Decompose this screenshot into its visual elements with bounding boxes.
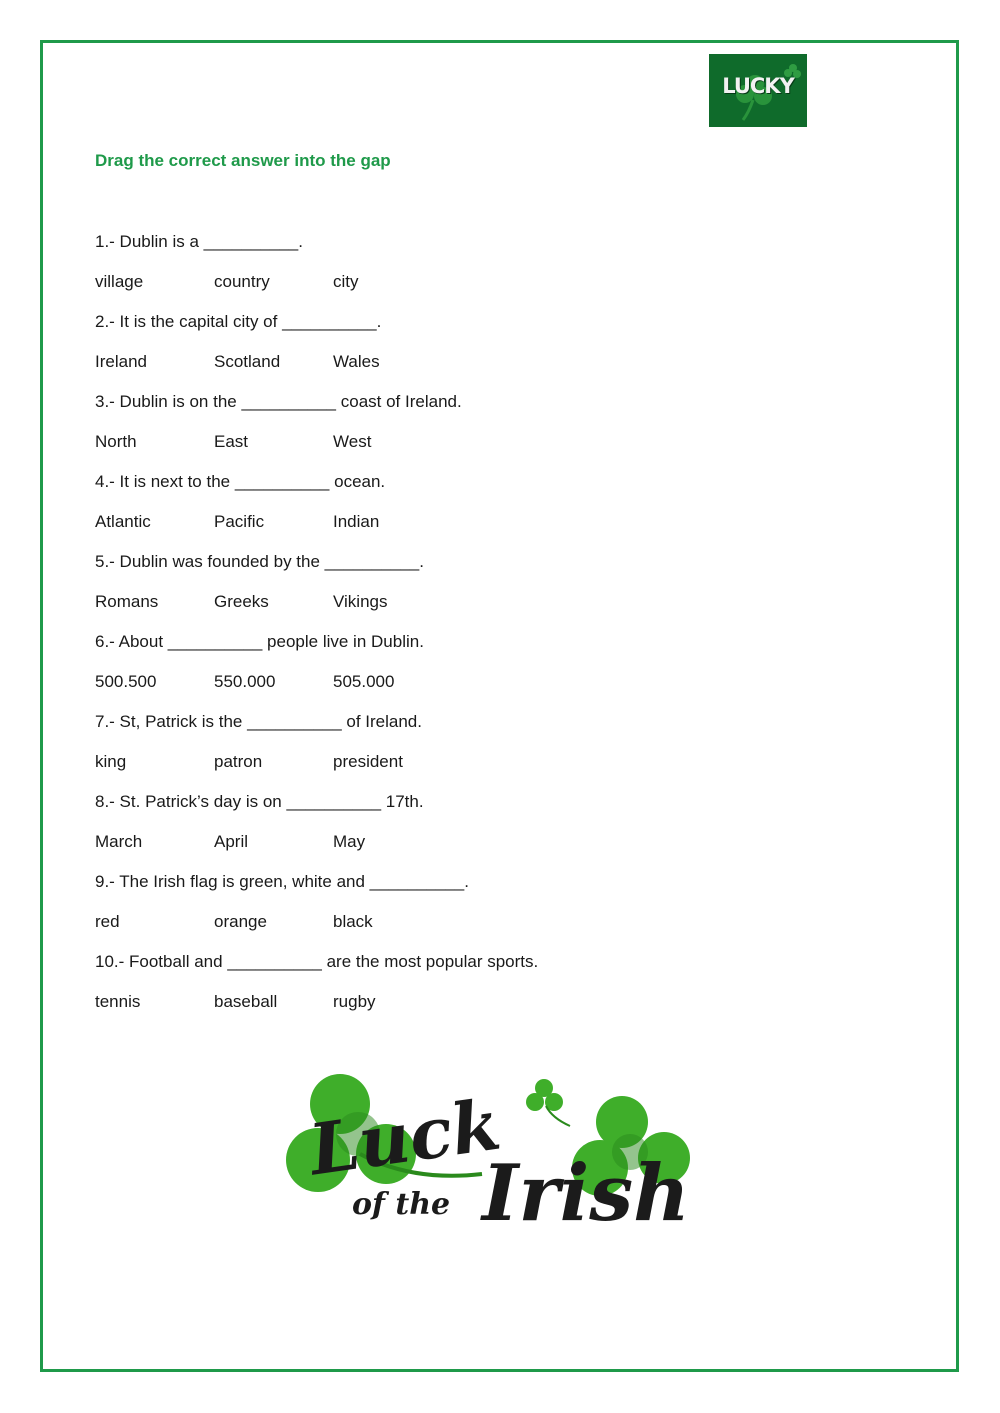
answer-options-6	[95, 670, 895, 710]
answer-options-2	[95, 350, 895, 390]
answer-option[interactable]: red	[95, 912, 120, 931]
question-text-end: .	[464, 872, 469, 891]
answer-option[interactable]: North	[95, 432, 137, 451]
answer-option[interactable]: president	[333, 752, 403, 771]
question-5	[95, 550, 895, 590]
answer-gap[interactable]: __________	[247, 712, 342, 731]
answer-options-1	[95, 270, 895, 310]
small-shamrock	[526, 1079, 570, 1126]
question-4	[95, 470, 895, 510]
question-text: 10.- Football and	[95, 952, 228, 971]
answer-option[interactable]: 500.500	[95, 672, 157, 691]
answer-option[interactable]: 505.000	[333, 672, 395, 691]
answer-option[interactable]: West	[333, 432, 372, 451]
question-text: 6.- About	[95, 632, 168, 651]
answer-option[interactable]: Scotland	[214, 352, 281, 371]
question-2	[95, 310, 895, 350]
answer-option[interactable]: city	[333, 272, 359, 291]
question-10	[95, 950, 895, 990]
artwork-word-luck: Luck	[304, 1082, 506, 1192]
question-text: 1.- Dublin is a	[95, 232, 204, 251]
question-text-end: .	[419, 552, 424, 571]
answer-option[interactable]: baseball	[214, 992, 278, 1011]
answer-gap[interactable]: __________	[227, 952, 322, 971]
artwork-words-of-the: of the	[352, 1187, 451, 1222]
luck-of-the-irish-artwork	[282, 1062, 712, 1242]
answer-gap[interactable]: __________	[203, 232, 299, 251]
answer-gap[interactable]: __________	[282, 312, 377, 331]
answer-option[interactable]: Pacific	[214, 512, 265, 531]
answer-option[interactable]: village	[95, 272, 144, 291]
answer-options-3	[95, 430, 895, 470]
answer-option[interactable]: tennis	[95, 992, 141, 1011]
answer-option[interactable]: patron	[214, 752, 263, 771]
question-text: 4.- It is next to the	[95, 472, 235, 491]
answer-options-7	[95, 750, 895, 790]
answer-option[interactable]: country	[214, 272, 270, 291]
answer-option[interactable]: Ireland	[95, 352, 147, 371]
question-text-end: .	[376, 312, 382, 331]
answer-option[interactable]: Romans	[95, 592, 159, 611]
answer-option[interactable]: April	[214, 832, 249, 851]
question-text: 2.- It is the capital city of	[95, 312, 283, 331]
answer-option[interactable]: black	[333, 912, 373, 931]
question-text-end: ocean.	[329, 472, 386, 491]
answer-options-4	[95, 510, 895, 550]
question-text: 5.- Dublin was founded by the	[95, 552, 325, 571]
question-text-end: 17th.	[381, 792, 424, 811]
question-text-end: of Ireland.	[341, 712, 422, 731]
answer-option[interactable]: Vikings	[333, 592, 388, 611]
question-1	[95, 230, 895, 270]
answer-gap[interactable]: __________	[324, 552, 420, 571]
lucky-logo	[709, 54, 807, 127]
question-text-end: coast of Ireland.	[336, 392, 462, 411]
answer-option[interactable]: rugby	[333, 992, 376, 1011]
answer-options-8	[95, 830, 895, 870]
question-7	[95, 710, 895, 750]
answer-option[interactable]: Greeks	[214, 592, 269, 611]
question-6	[95, 630, 895, 670]
question-3	[95, 390, 895, 430]
answer-options-10	[95, 990, 895, 1030]
answer-option[interactable]: king	[95, 752, 127, 771]
question-text: 9.- The Irish flag is green, white and	[95, 872, 370, 891]
question-text: 3.- Dublin is on the	[95, 392, 242, 411]
question-text-end: .	[298, 232, 303, 251]
question-8	[95, 790, 895, 830]
answer-options-9	[95, 910, 895, 950]
question-text: 8.- St. Patrick’s day is on	[95, 792, 287, 811]
answer-option[interactable]: orange	[214, 912, 267, 931]
answer-gap[interactable]: __________	[167, 632, 263, 651]
quiz-list	[95, 230, 895, 1030]
answer-option[interactable]: 550.000	[214, 672, 276, 691]
question-9	[95, 870, 895, 910]
question-text-end: are the most popular sports.	[321, 952, 539, 971]
answer-option[interactable]: Wales	[333, 352, 380, 371]
question-text-end: people live in Dublin.	[262, 632, 424, 651]
question-text: 7.- St, Patrick is the	[95, 712, 248, 731]
answer-gap[interactable]: __________	[369, 872, 465, 891]
artwork-word-irish: Irish	[482, 1148, 690, 1239]
answer-option[interactable]: Atlantic	[95, 512, 151, 531]
answer-option[interactable]: March	[95, 832, 143, 851]
answer-option[interactable]: May	[333, 832, 366, 851]
answer-option[interactable]: East	[214, 432, 249, 451]
instruction-heading: Drag the correct answer into the gap	[95, 151, 391, 170]
answer-gap[interactable]: __________	[286, 792, 382, 811]
answer-options-5	[95, 590, 895, 630]
answer-gap[interactable]: __________	[234, 472, 330, 491]
logo-text: LUCKY	[722, 74, 794, 98]
answer-gap[interactable]: __________	[241, 392, 337, 411]
answer-option[interactable]: Indian	[333, 512, 380, 531]
